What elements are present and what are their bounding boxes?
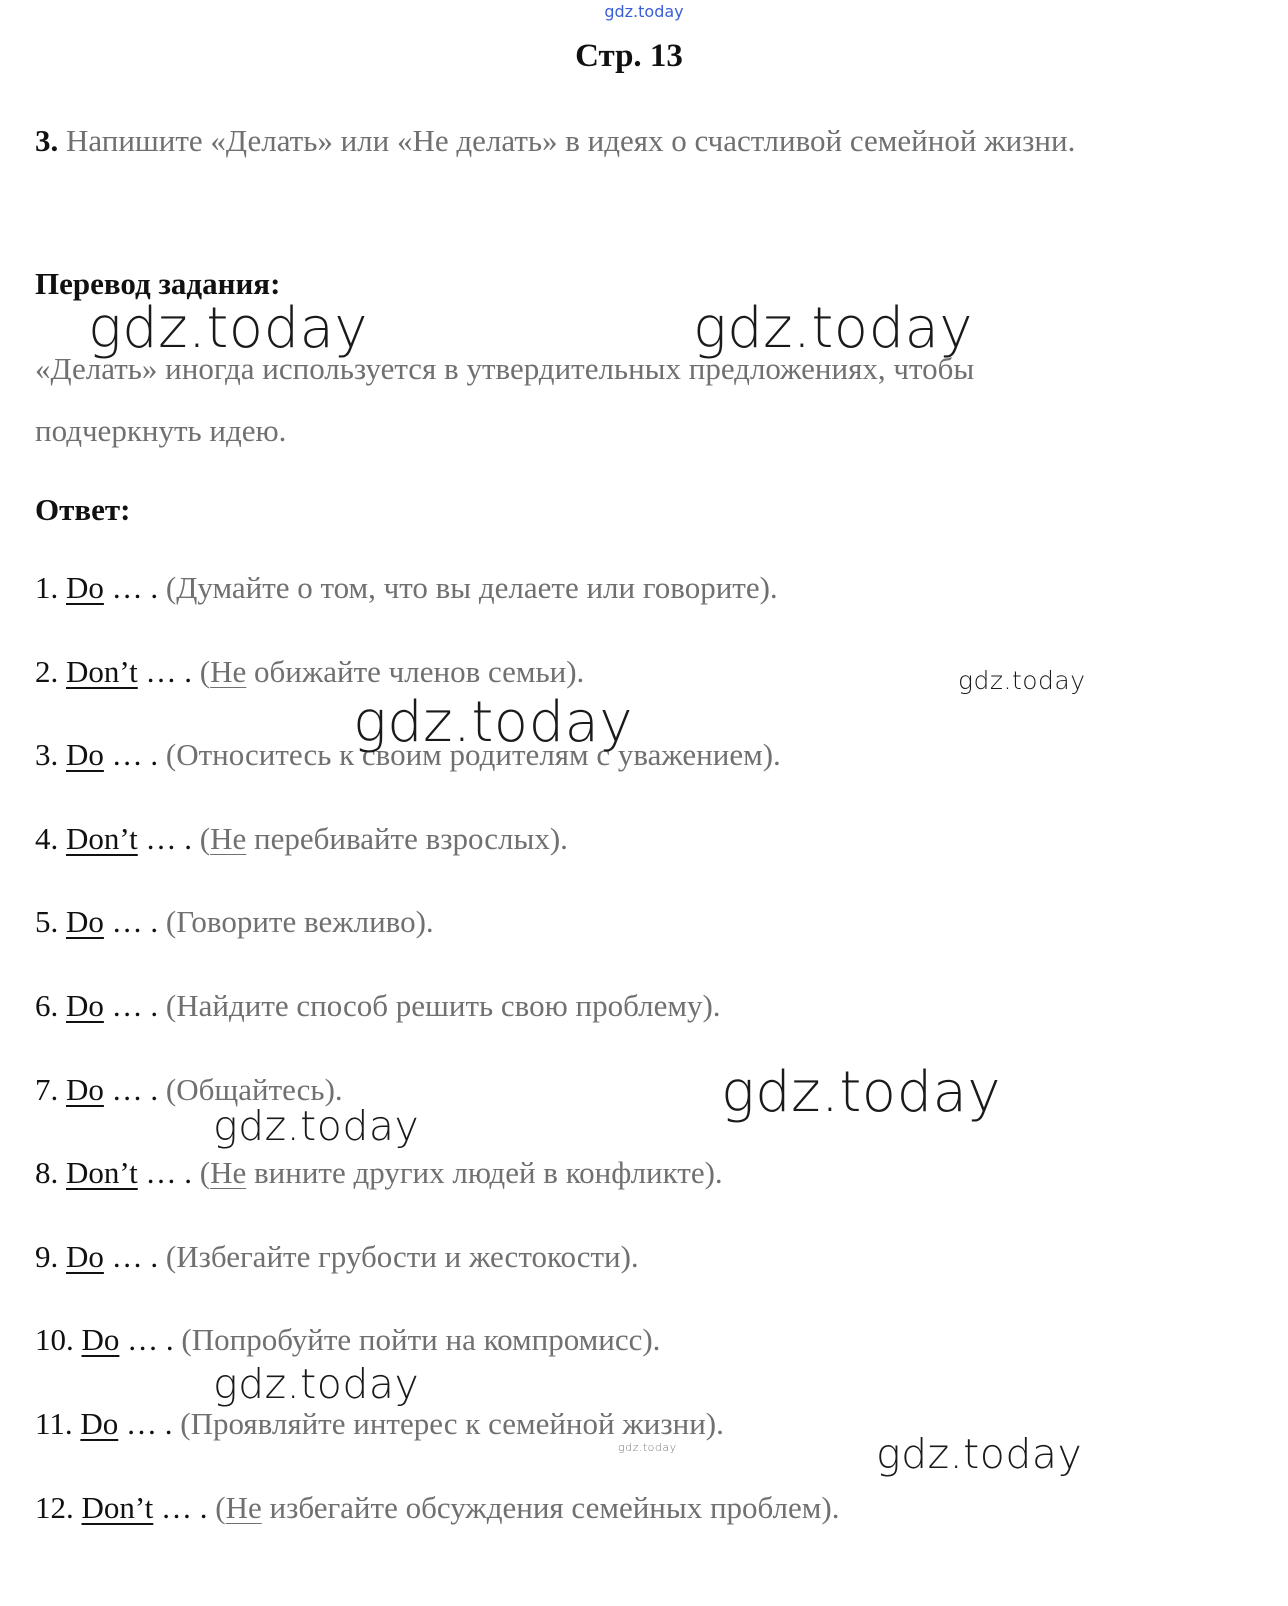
answer-item — [35, 570, 778, 606]
answer-item — [35, 1406, 724, 1442]
answer-number: 1. — [35, 570, 59, 605]
answer-word: Do — [66, 904, 104, 940]
answer-dots: … . — [111, 988, 159, 1023]
answer-dots: … . — [127, 1322, 174, 1358]
answer-word: Do — [80, 1406, 119, 1441]
task-text: Напишите «Делать» или «Не делать» в идеях о счастливой семейной жизни. — [66, 123, 1076, 158]
watermark: gdz.today — [88, 296, 369, 361]
answer-translation: (Проявляйте интерес к семейной жизни). — [180, 1406, 724, 1441]
answer-translation: (Относитесь к своим родителям с уважением). — [165, 737, 781, 773]
answer-translation: (Попробуйте пойти на компромисс). — [181, 1322, 661, 1358]
answer-number: 7. — [35, 1071, 59, 1107]
task-number: 3. — [35, 123, 59, 158]
answer-item: 4. Don’t … . (Не перебивайте взрослых). — [35, 820, 568, 856]
watermark: gdz.today — [876, 1430, 1083, 1478]
answer-item: 2. Don’t … . (Не обижайте членов семьи). — [35, 653, 585, 689]
answer-word: Do — [66, 988, 104, 1023]
answer-dots: … . — [111, 1071, 159, 1107]
watermark: gdz.today — [693, 296, 974, 361]
answer-negation: Не — [210, 820, 247, 856]
answer-item — [35, 1322, 660, 1358]
answer-item: 8. Don’t … . (Не вините других людей в конфликте). — [35, 1155, 723, 1191]
answer-number: 4. — [35, 820, 59, 856]
watermark: gdz.today — [958, 666, 1086, 695]
answer-word: Do — [66, 737, 104, 773]
answer-word: Do — [81, 1322, 120, 1358]
answer-number: 2. — [35, 653, 59, 689]
answer-word: Don’t — [66, 1155, 138, 1191]
watermark: gdz.today — [721, 1060, 1002, 1125]
answer-item — [35, 904, 434, 940]
answer-item: 12. Don’t … . (Не избегайте обсуждения семейных проблем). — [35, 1489, 840, 1525]
answer-number: 11. — [35, 1406, 73, 1441]
answer-word: Do — [66, 1071, 104, 1107]
answer-item — [35, 988, 721, 1024]
translation-text: «Делать» иногда используется в утвердительных предложениях, чтобы подчеркнуть идею. — [35, 351, 975, 448]
answer-number: 10. — [35, 1322, 74, 1358]
answer-dots: … . — [111, 570, 159, 605]
answer-word: Do — [66, 570, 104, 605]
site-watermark-top: gdz.today — [604, 2, 684, 21]
answer-dots: … . — [145, 820, 193, 856]
answer-negation: Не — [210, 653, 247, 689]
answer-word: Do — [66, 1238, 104, 1274]
answer-dots: … . — [145, 653, 193, 689]
answer-heading: Ответ: — [35, 492, 131, 527]
answer-translation: (Избегайте грубости и жестокости). — [165, 1238, 639, 1274]
answer-word: Don’t — [66, 820, 138, 856]
answer-number: 12. — [35, 1489, 74, 1525]
answer-translation: (Общайтесь). — [165, 1071, 343, 1107]
answer-word: Don’t — [66, 653, 138, 689]
watermark: gdz.today — [618, 1441, 677, 1454]
page-title: Стр. 13 — [575, 38, 683, 74]
answer-dots: … . — [111, 737, 159, 773]
answer-dots: … . — [111, 904, 159, 940]
answer-item — [35, 1239, 639, 1275]
answer-translation: перебивайте взрослых). — [254, 820, 568, 856]
answer-translation: (Говорите вежливо). — [165, 904, 434, 940]
answer-negation: Не — [210, 1155, 247, 1191]
watermark: gdz.today — [213, 1102, 420, 1150]
answer-translation: (Думайте о том, что вы делаете или говорите). — [165, 570, 778, 605]
answer-translation: вините других людей в конфликте). — [254, 1155, 723, 1191]
answer-negation: Не — [225, 1489, 262, 1525]
answer-number: 6. — [35, 988, 59, 1023]
translation-heading: Перевод задания: — [35, 266, 281, 301]
answer-dots: … . — [145, 1155, 193, 1191]
answer-word: Don’t — [81, 1489, 154, 1525]
answer-translation: обижайте членов семьи). — [254, 653, 585, 689]
answer-translation: избегайте обсуждения семейных проблем). — [269, 1489, 840, 1525]
answer-translation: (Найдите способ решить свою проблему). — [165, 988, 721, 1023]
task-paragraph — [35, 110, 1115, 172]
answer-dots: … . — [126, 1406, 173, 1441]
watermark: gdz.today — [353, 690, 634, 755]
answer-number: 3. — [35, 737, 59, 773]
watermark: gdz.today — [213, 1360, 420, 1408]
answer-number: 8. — [35, 1155, 59, 1191]
answer-number: 9. — [35, 1238, 59, 1274]
answer-number: 5. — [35, 904, 59, 940]
answer-dots: … . — [111, 1238, 159, 1274]
answer-dots: … . — [161, 1489, 208, 1525]
